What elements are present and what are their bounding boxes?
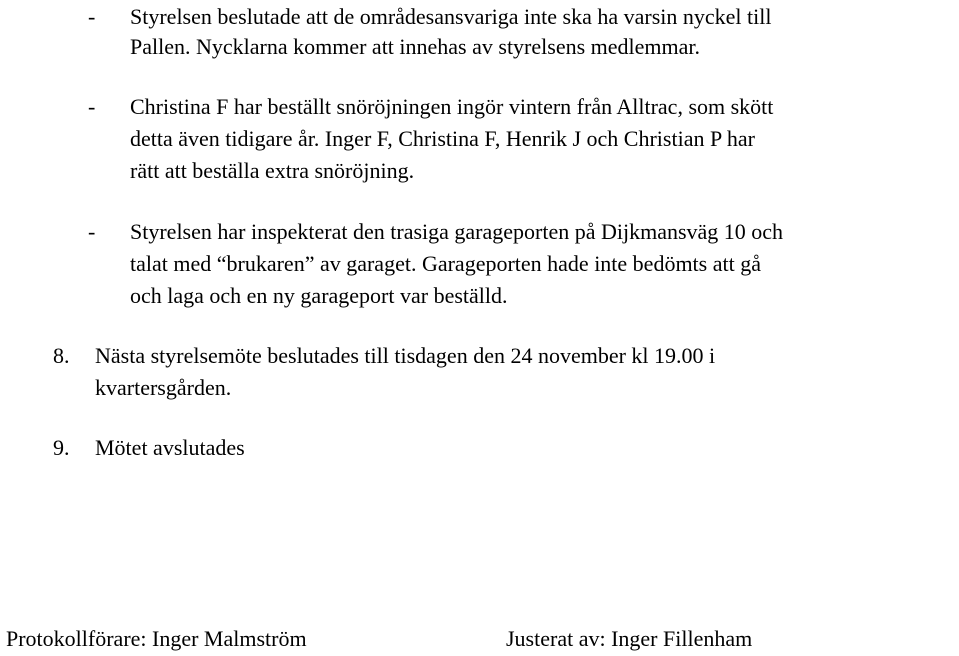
bullet-marker: - bbox=[88, 4, 96, 29]
item-9-line-1: Mötet avslutades bbox=[95, 435, 245, 460]
bullet-marker: - bbox=[88, 94, 96, 119]
bullet-3-line-1: Styrelsen har inspekterat den trasiga garageporten på Dijkmansväg 10 och bbox=[130, 219, 784, 244]
bullet-3-line-2: talat med “brukaren” av garaget. Garageporten hade inte bedömts att gå bbox=[130, 251, 761, 276]
bullet-2-line-3: rätt att beställa extra snöröjning. bbox=[130, 158, 415, 183]
bullet-2-line-2: detta även tidigare år. Inger F, Christina F, Henrik J och Christian P har bbox=[130, 126, 755, 151]
item-8-line-2: kvartersgården. bbox=[95, 375, 232, 400]
verifier-signature-line: Justerat av: Inger Fillenham bbox=[506, 626, 753, 651]
item-8-line-1: Nästa styrelsemöte beslutades till tisdagen den 24 november kl 19.00 i bbox=[95, 343, 716, 368]
item-number: 8. bbox=[53, 343, 70, 368]
bullet-3-line-3: och laga och en ny garageport var beställd. bbox=[130, 283, 508, 308]
recorder-signature-line: Protokollförare: Inger Malmström bbox=[6, 626, 307, 651]
bullet-marker: - bbox=[88, 219, 96, 244]
bullet-2-line-1: Christina F har beställt snöröjningen ingör vintern från Alltrac, som skött bbox=[130, 94, 774, 119]
item-number: 9. bbox=[53, 435, 70, 460]
bullet-1-line-1: Styrelsen beslutade att de områdesansvariga inte ska ha varsin nyckel till bbox=[130, 4, 772, 29]
bullet-1-line-2: Pallen. Nycklarna kommer att innehas av styrelsens medlemmar. bbox=[130, 34, 701, 59]
